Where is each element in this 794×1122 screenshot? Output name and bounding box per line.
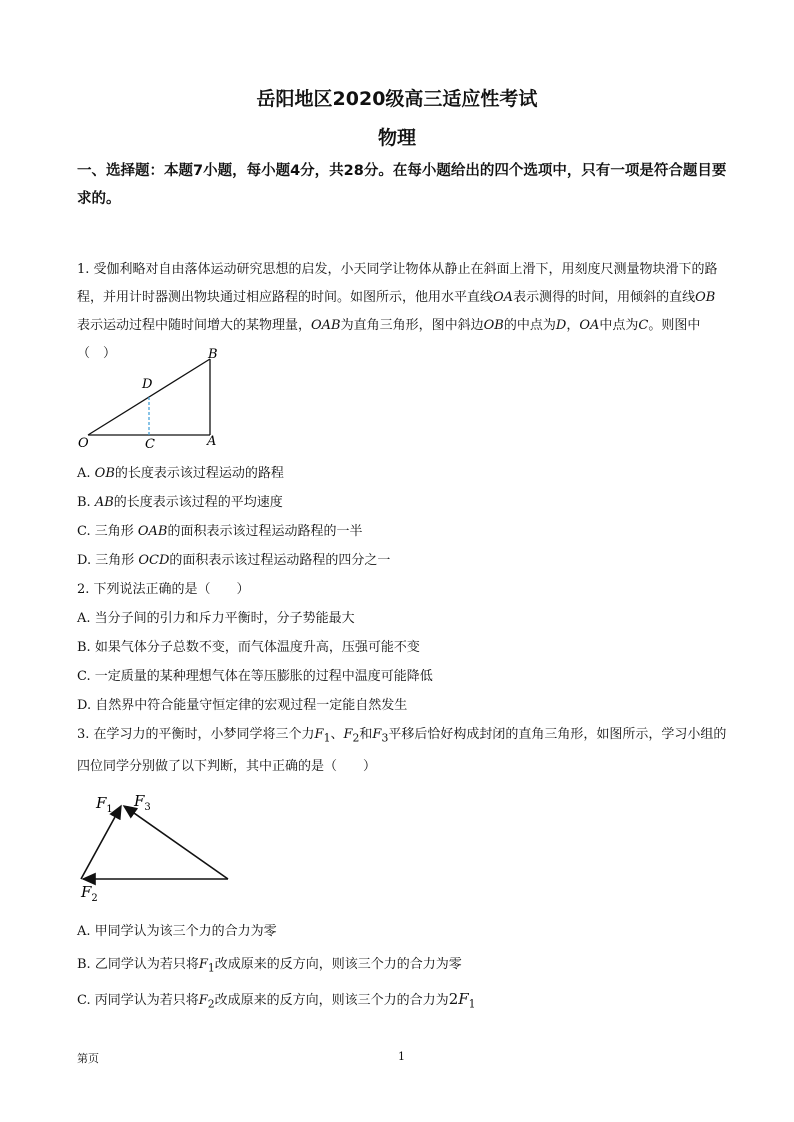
subject-title: 物理	[377, 127, 416, 149]
triangle-oab-figure	[74, 344, 234, 454]
force-f3-arrow	[124, 806, 228, 879]
question-2-option-b: B. 如果气体分子总数不变，而气体温度升高，压强可能不变	[77, 640, 420, 655]
section-heading: 一、选择题：本题7小题，每小题4分，共28分。在每小题给出的四个选项中，只有一项是符合题目要求的。	[77, 163, 727, 207]
question-2-option-a: A. 当分子间的引力和斥力平衡时，分子势能最大	[77, 611, 355, 626]
question-2-stem: 2. 下列说法正确的是（ ）	[77, 582, 250, 597]
force-f1-arrow	[81, 806, 121, 879]
label-o: O	[78, 436, 89, 451]
label-a: A	[207, 434, 217, 449]
question-1-option-d: D. 三角形 OCD的面积表示该过程运动路程的四分之一	[77, 553, 391, 568]
page-number: 1	[398, 1050, 405, 1063]
exam-title: 岳阳地区2020级高三适应性考试	[256, 88, 538, 110]
footer-label: 第页	[77, 1052, 99, 1065]
question-1-stem: 1. 受伽利略对自由落体运动研究思想的启发，小天同学让物体从静止在斜面上滑下，用刻度尺测量物块滑下的路程，并用计时器测出物块通过相应路程的时间。如图所示，他用水平直线OA表示测得的时间，用倾斜的直线OB表示运动过程中随时间增大的某物理量，OAB为直角三角形，图中斜边OB的中点为D，OA中点为C。则图中（ ）	[77, 262, 718, 361]
question-1-option-b: B. AB的长度表示该过程的平均速度	[77, 495, 283, 510]
question-2-option-c: C. 一定质量的某种理想气体在等压膨胀的过程中温度可能降低	[77, 669, 433, 684]
label-f3: $F_3$	[134, 792, 151, 813]
label-f2: $F_2$	[81, 883, 98, 904]
question-1-option-a: A. OB的长度表示该过程运动的路程	[77, 466, 284, 481]
question-3-option-c: C. 丙同学认为若只将$F_2$改成原来的反方向，则该三个力的合力为$2F_1$	[77, 990, 476, 1011]
label-f1: $F_1$	[96, 794, 113, 815]
question-1-option-c: C. 三角形 OAB的面积表示该过程运动路程的一半	[77, 524, 363, 539]
label-d: D	[142, 377, 153, 392]
question-3-option-b: B. 乙同学认为若只将$F_1$改成原来的反方向，则该三个力的合力为零	[77, 957, 462, 975]
force-triangle-figure	[76, 788, 246, 906]
label-c: C	[145, 437, 155, 452]
question-2-option-d: D. 自然界中符合能量守恒定律的宏观过程一定能自然发生	[77, 698, 408, 713]
question-3-stem: 3. 在学习力的平衡时，小梦同学将三个力$F_1$、$F_2$和$F_3$平移后恰好构成封闭的直角三角形，如图所示，学习小组的四位同学分别做了以下判断，其中正确的是（ ）	[77, 727, 727, 774]
question-3-option-a: A. 甲同学认为该三个力的合力为零	[77, 924, 277, 939]
label-b: B	[208, 347, 218, 362]
